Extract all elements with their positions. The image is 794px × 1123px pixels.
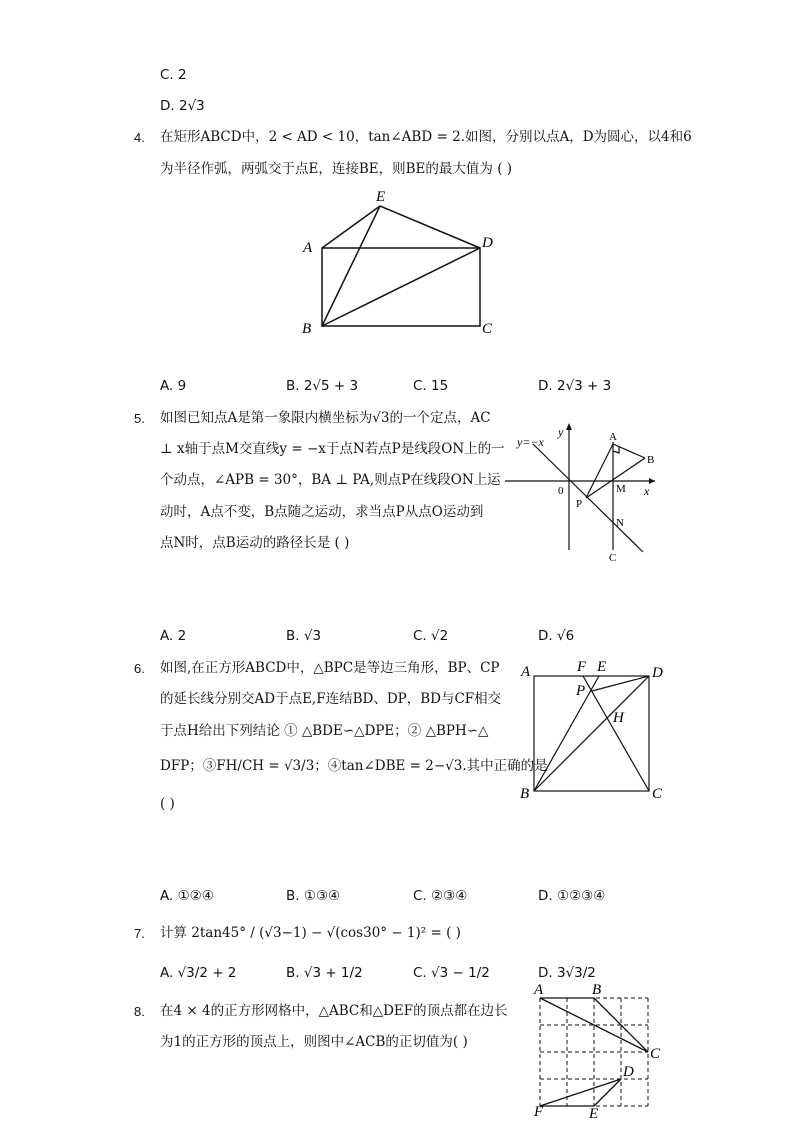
q4-label-c: C: [482, 321, 493, 337]
q3-option-d: D. 2√3: [160, 98, 205, 114]
q7-text: 计算 2tan45° / (√3−1) − √(cos30° − 1)² = ( ): [160, 925, 461, 941]
q6-label-b: B: [520, 786, 530, 802]
q6-diagonal-bd: [534, 676, 649, 791]
q6-option-c: C. ②③④: [413, 888, 468, 904]
q6-label-h: H: [613, 710, 624, 726]
q5-label-m: M: [616, 483, 626, 495]
q5-option-d: D. √6: [538, 628, 575, 644]
q8-grid: [540, 998, 648, 1106]
q3-option-c: C. 2: [160, 67, 187, 83]
q4-label-e: E: [376, 189, 386, 205]
q6-text-line4: DFP；③FH/CH = √3/3；④tan∠DBE = 2−√3.其中正确的是: [160, 758, 548, 774]
q6-label-c: C: [652, 786, 663, 802]
q6-option-b: B. ①③④: [286, 888, 341, 904]
q7-number: 7.: [134, 926, 145, 941]
q6-label-d: D: [652, 665, 663, 681]
q4-segment-ed: [380, 206, 480, 248]
q5-text-line5: 点N时，点B运动的路径长是 ( ): [160, 535, 350, 551]
q6-option-a: A. ①②④: [160, 888, 214, 904]
q8-text-line2: 为1的正方形的顶点上，则图中∠ACB的正切值为( ): [160, 1034, 468, 1050]
q5-label-n: N: [616, 517, 624, 529]
q6-label-e: E: [597, 659, 607, 675]
q8-segment-fd: [540, 1079, 621, 1106]
q6-option-d: D. ①②③④: [538, 888, 606, 904]
q6-text-line5: ( ): [160, 796, 175, 812]
q4-option-a: A. 9: [160, 378, 187, 394]
q5-label-a: A: [609, 431, 617, 443]
q5-text-line1: 如图已知点A是第一象限内横坐标为√3的一个定点，AC: [160, 410, 491, 426]
q8-label-c: C: [650, 1046, 661, 1062]
q5-segment-ab: [613, 444, 645, 458]
q4-diagonal-bd: [322, 248, 480, 326]
q7-option-b: B. √3 + 1/2: [286, 965, 363, 981]
q8-number: 8.: [134, 1004, 145, 1019]
q6-line-be: [534, 676, 599, 791]
q5-option-a: A. 2: [160, 628, 187, 644]
q4-option-b: B. 2√5 + 3: [286, 378, 359, 394]
q5-text-line4: 动时，A点不变，B点随之运动，求当点P从点O运动到: [160, 504, 484, 520]
q5-label-y: y: [558, 425, 564, 439]
q6-text-line3: 于点H给出下列结论 ① △BDE∽△DPE；② △BPH∽△: [160, 723, 489, 739]
q8-figure: [530, 980, 665, 1120]
q5-line-label: y=−x: [517, 435, 544, 449]
q6-segment-dp: [592, 676, 649, 691]
q4-segment-ae: [322, 206, 380, 248]
q8-label-b: B: [592, 982, 602, 998]
q5-figure: [505, 420, 665, 565]
q7-option-c: C. √3 − 1/2: [413, 965, 490, 981]
q7-option-a: A. √3/2 + 2: [160, 965, 237, 981]
q6-label-f: F: [577, 659, 587, 675]
q4-label-a: A: [303, 240, 313, 256]
q5-line-y-neg-x: [533, 444, 643, 552]
q4-label-d: D: [482, 235, 493, 251]
q8-label-e: E: [589, 1106, 599, 1120]
q5-segment-pa: [586, 444, 613, 498]
q6-label-a: A: [521, 664, 531, 680]
q5-text-line2: ⊥ x轴于点M交直线y = −x于点N若点P是线段ON上的一: [160, 441, 505, 457]
q6-line-cf: [583, 676, 649, 791]
q8-label-f: F: [534, 1104, 544, 1120]
q5-x-arrow-icon: [649, 478, 655, 484]
q4-label-b: B: [302, 321, 312, 337]
q5-option-b: B. √3: [286, 628, 322, 644]
q4-number: 4.: [134, 130, 145, 145]
q5-label-c: C: [609, 552, 617, 564]
q5-label-origin: 0: [558, 485, 564, 497]
q4-figure: [295, 180, 505, 345]
q5-option-c: C. √2: [413, 628, 449, 644]
q5-label-x: x: [644, 484, 650, 498]
q4-option-d: D. 2√3 + 3: [538, 378, 612, 394]
q5-y-arrow-icon: [566, 423, 572, 430]
q5-label-b: B: [647, 454, 655, 466]
q6-label-p: P: [576, 683, 586, 699]
q5-right-angle-mark: [613, 447, 619, 453]
q4-text-line2: 为半径作弧，两弧交于点E，连接BE，则BE的最大值为 ( ): [160, 161, 513, 177]
q6-text-line1: 如图,在正方形ABCD中，△BPC是等边三角形，BP、CP: [160, 660, 500, 676]
q4-text-line1: 在矩形ABCD中，2 < AD < 10，tan∠ABD = 2.如图，分别以点A，D为圆心，以4和6: [160, 129, 692, 145]
q6-number: 6.: [134, 661, 145, 676]
q5-label-p: P: [576, 498, 583, 510]
q6-text-line2: 的延长线分别交AD于点E,F连结BD、DP，BD与CF相交: [160, 691, 502, 707]
q5-number: 5.: [134, 411, 145, 426]
q5-text-line3: 个动点，∠APB = 30°，BA ⊥ PA,则点P在线段ON上运: [160, 472, 501, 488]
q7-option-d: D. 3√3/2: [538, 965, 596, 981]
q4-segment-be: [322, 206, 380, 326]
q8-label-a: A: [534, 982, 544, 998]
q8-text-line1: 在4 × 4的正方形网格中，△ABC和△DEF的顶点都在边长: [160, 1003, 508, 1019]
q8-label-d: D: [623, 1064, 634, 1080]
q4-option-c: C. 15: [413, 378, 449, 394]
q6-figure: [515, 658, 670, 806]
